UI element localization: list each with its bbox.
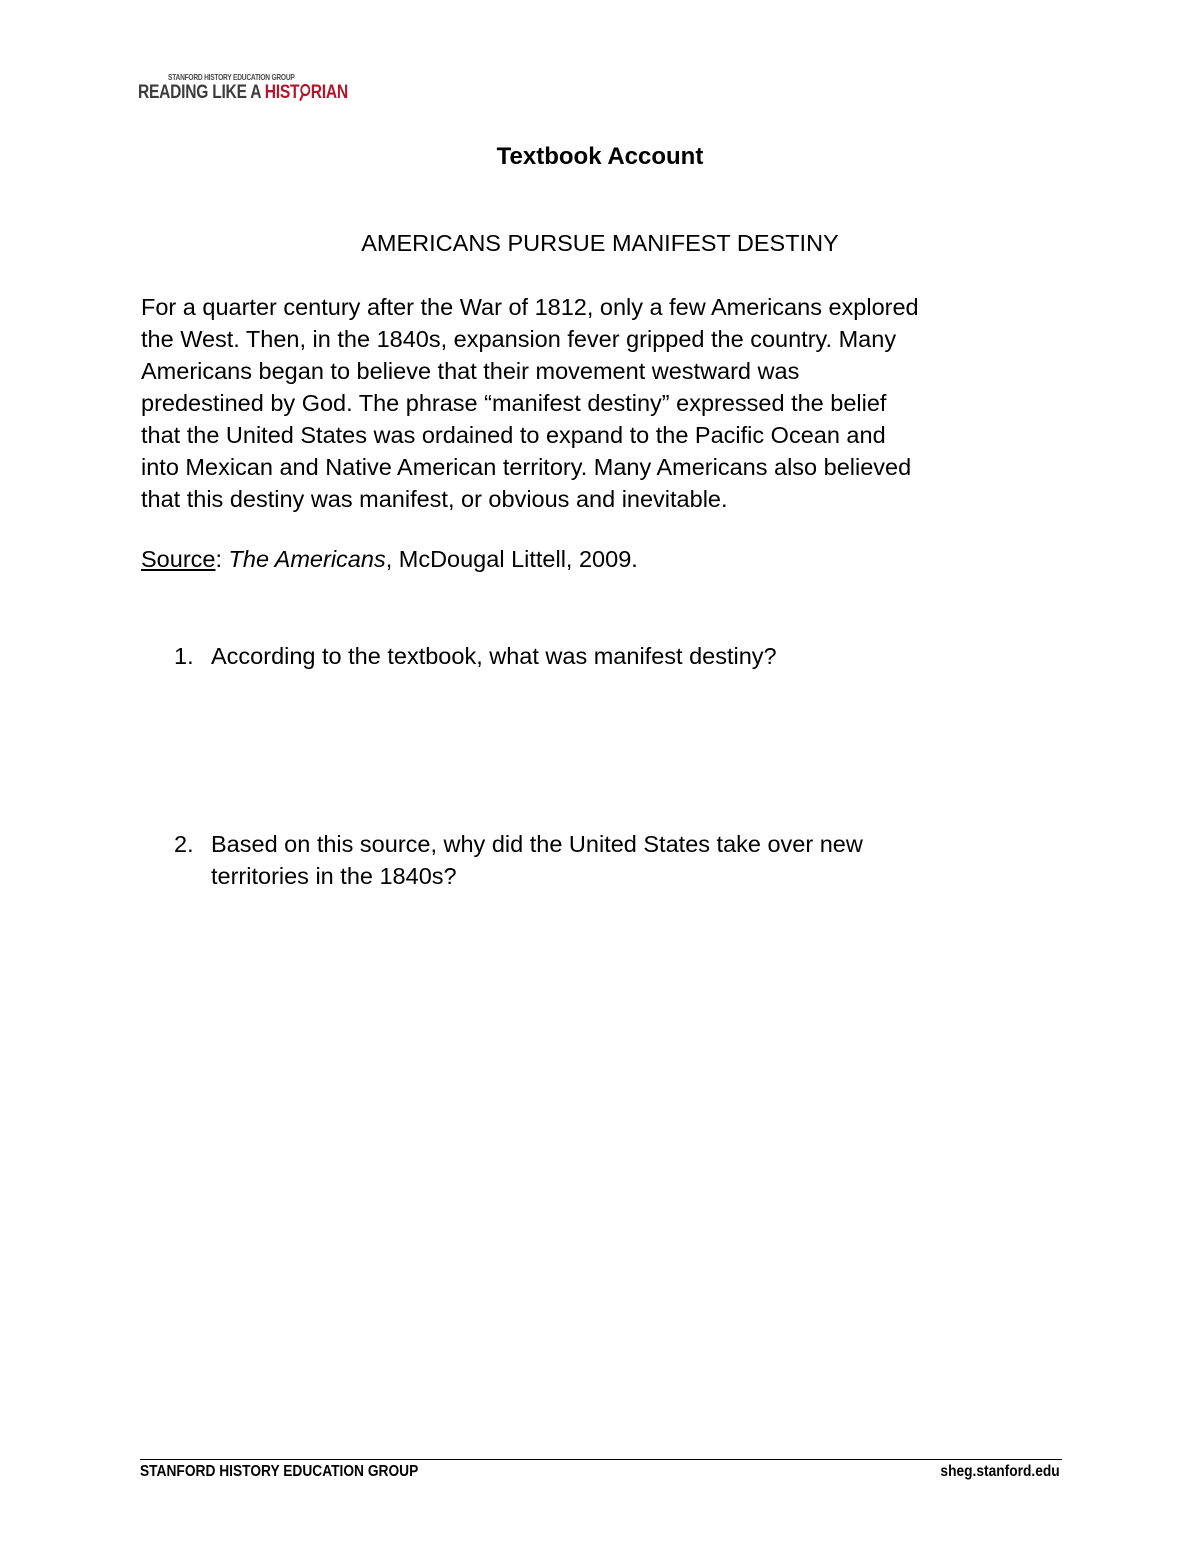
excerpt-line: predestined by God. The phrase “manifest destiny” expressed the belief: [141, 390, 887, 416]
textbook-excerpt: [141, 291, 1081, 515]
source-separator: :: [215, 546, 229, 572]
footer-divider: [140, 1459, 1062, 1460]
excerpt-line: that the United States was ordained to expand to the Pacific Ocean and: [141, 422, 886, 448]
source-book-title: The Americans: [228, 546, 386, 572]
logo-main-red-2: RIAN: [310, 82, 348, 103]
reading-like-a-historian-logo: [138, 72, 368, 104]
excerpt-line: For a quarter century after the War of 1812, only a few Americans explored: [141, 294, 919, 320]
question-text: According to the textbook, what was manifest destiny?: [211, 643, 777, 669]
page-title: Textbook Account: [496, 143, 704, 170]
excerpt-line: into Mexican and Native American territory. Many Americans also believed: [141, 454, 912, 480]
question-2: [174, 828, 863, 892]
document-subtitle: AMERICANS PURSUE MANIFEST DESTINY: [361, 230, 839, 256]
source-label: Source: [141, 546, 216, 572]
excerpt-line: that this destiny was manifest, or obvious and inevitable.: [141, 486, 728, 512]
logo-main-red-1: HIST: [264, 82, 300, 103]
magnifying-glass-icon: [299, 83, 310, 101]
source-citation: [141, 546, 638, 573]
logo-main-text: [138, 82, 348, 104]
question-text: territories in the 1840s?: [211, 863, 457, 889]
source-publisher: , McDougal Littell, 2009.: [385, 546, 638, 572]
excerpt-line: Americans began to believe that their movement westward was: [141, 358, 800, 384]
question-text: Based on this source, why did the United States take over new: [211, 831, 863, 857]
question-number: 1.: [174, 643, 194, 669]
logo-group-text: STANFORD HISTORY EDUCATION GROUP: [168, 72, 295, 82]
logo-main-gray: READING LIKE A: [138, 82, 265, 103]
question-1: [174, 640, 777, 672]
question-number: 2.: [174, 831, 194, 857]
excerpt-line: the West. Then, in the 1840s, expansion fever gripped the country. Many: [141, 326, 897, 352]
footer-organization: STANFORD HISTORY EDUCATION GROUP: [140, 1463, 419, 1480]
footer-website: sheg.stanford.edu: [940, 1463, 1060, 1480]
